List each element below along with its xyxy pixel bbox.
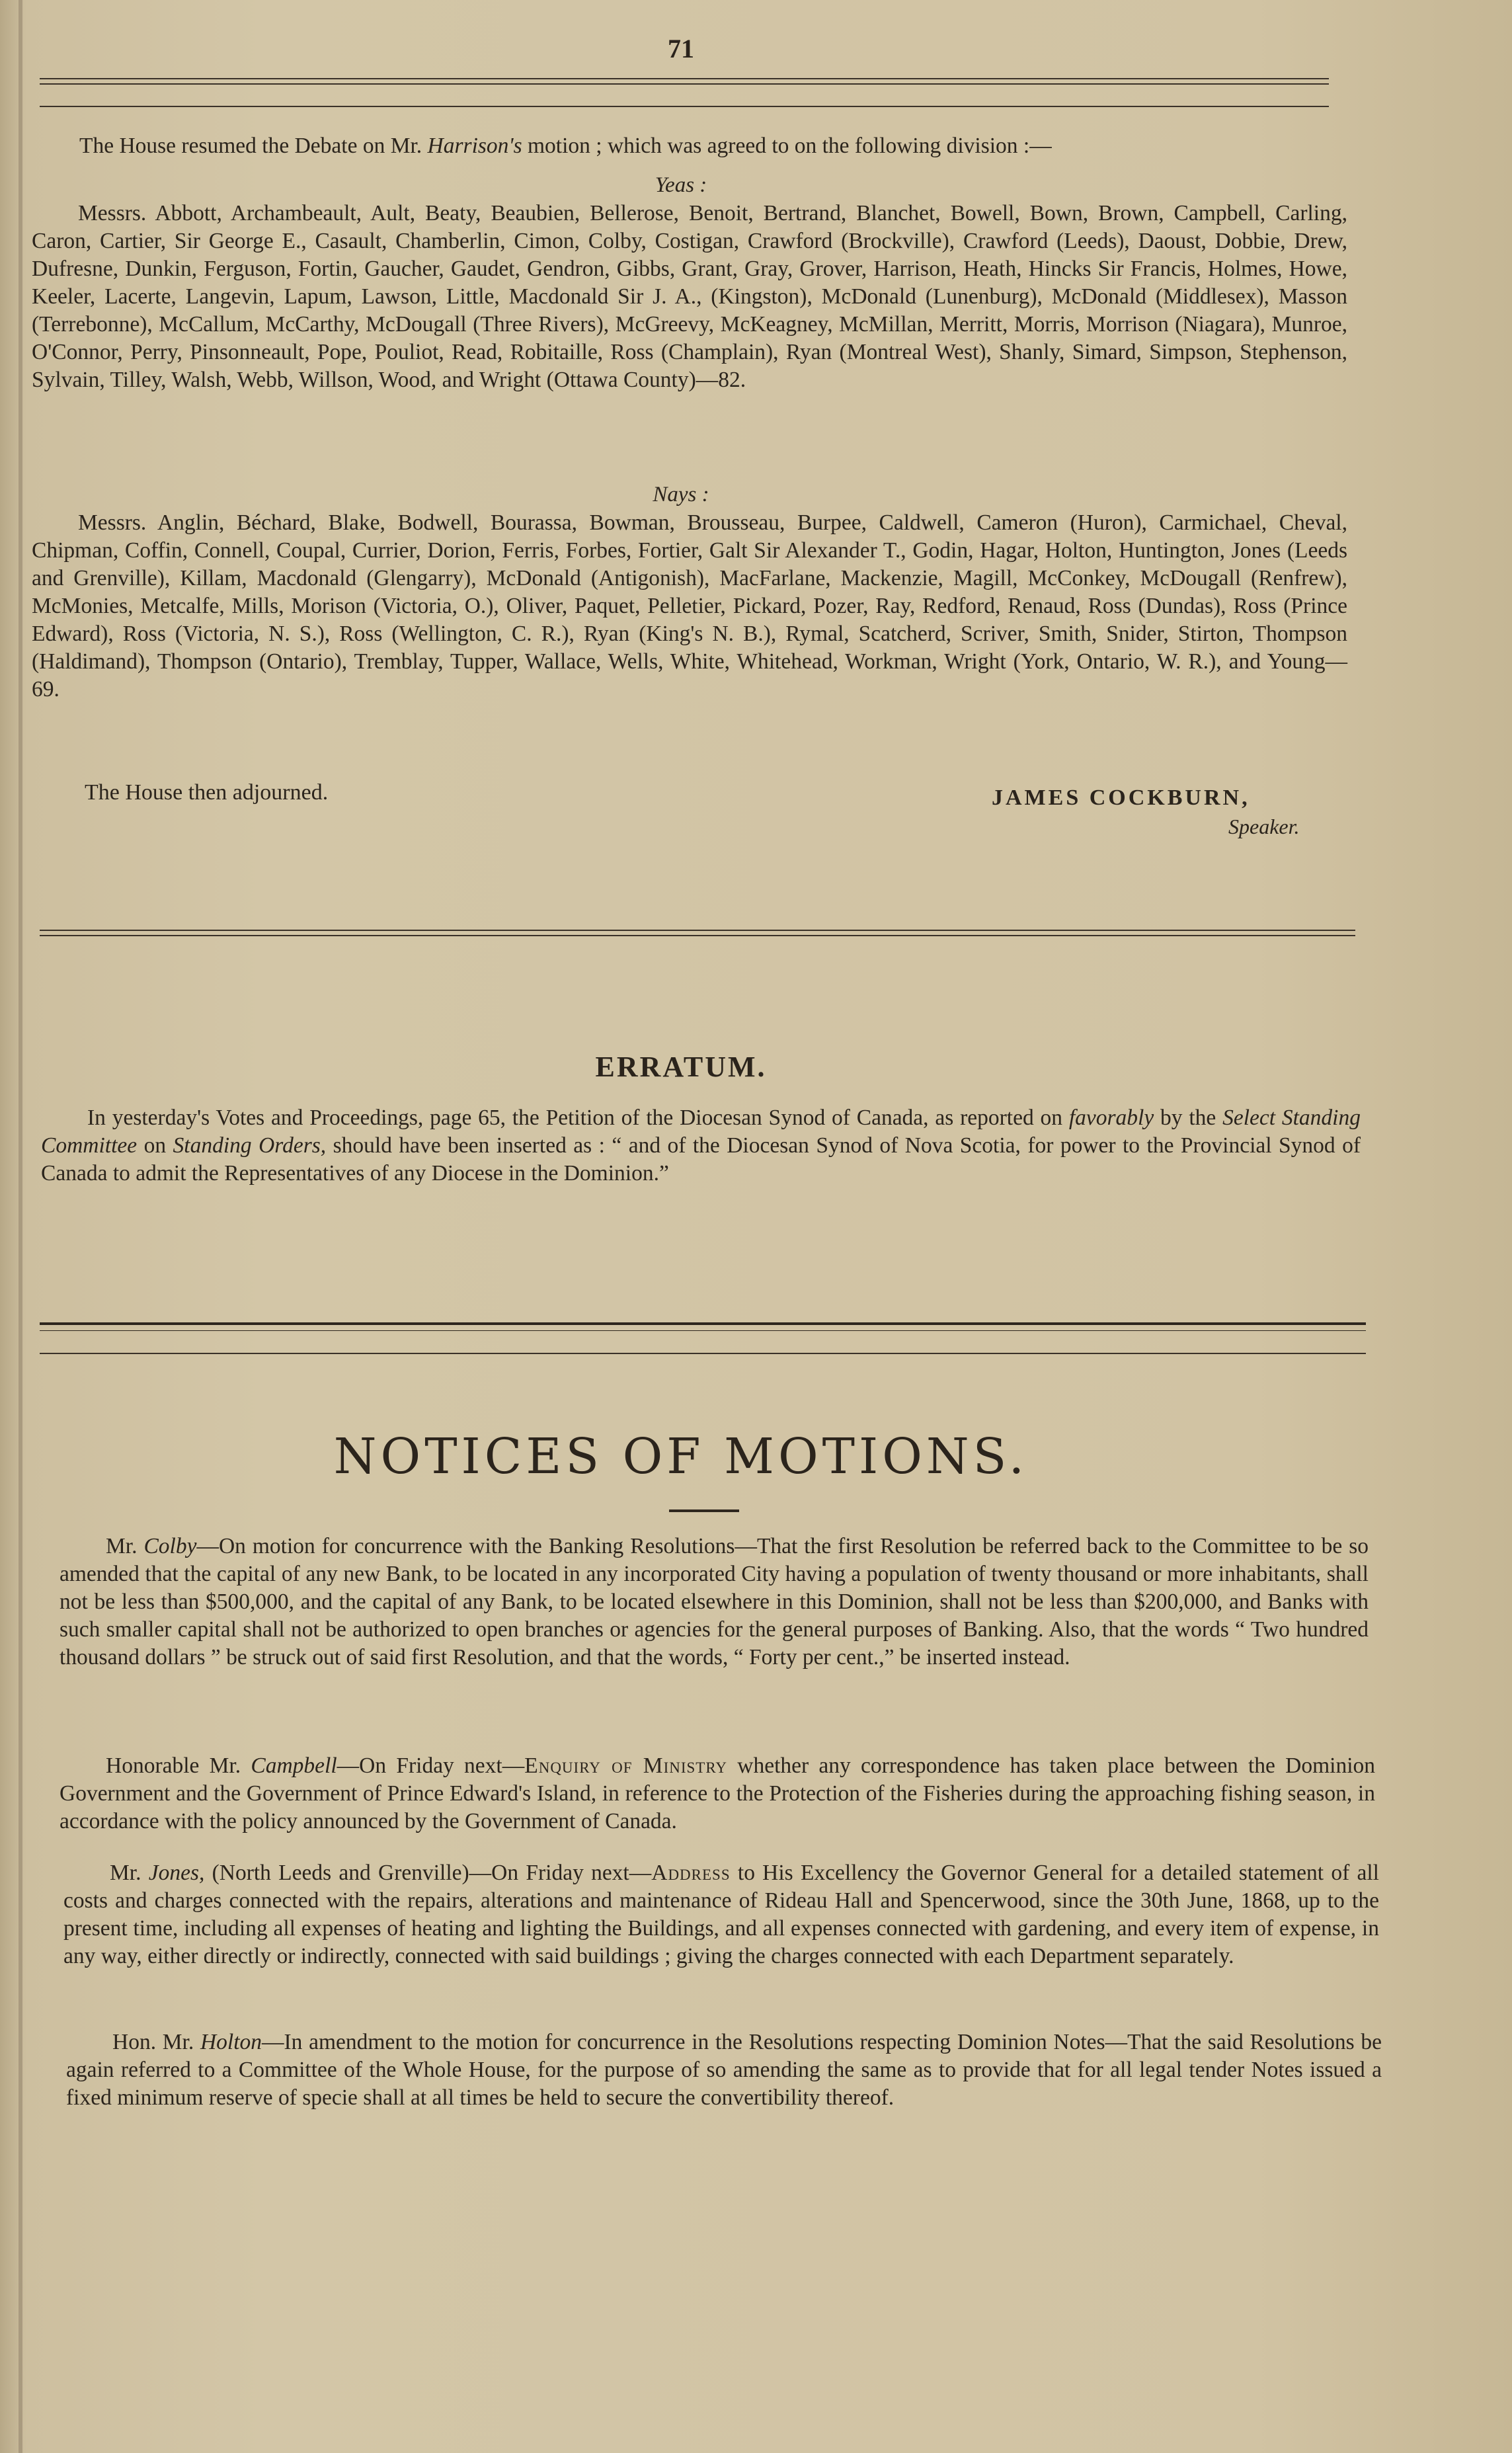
section-rule-notices (40, 1322, 1366, 1331)
top-rule-lower (40, 106, 1329, 108)
speaker-signature-name: JAMES COCKBURN, (992, 785, 1250, 810)
page-number: 71 (668, 34, 694, 63)
notices-heading-rule (669, 1509, 739, 1512)
erratum-heading: ERRATUM. (595, 1051, 767, 1083)
notices-heading: NOTICES OF MOTIONS. (333, 1428, 1029, 1485)
division-intro: The House resumed the Debate on Mr. Harrison's motion ; which was agreed to on the following division :— (79, 134, 1052, 158)
binding-gutter (19, 0, 22, 2453)
notice-colby: Mr. Colby—On motion for concurrence with the Banking Resolutions—That the first Resolution be referred back to the Committee to be so amended that the capital of any new Bank, to be located in any incorporated City having a population of twenty thousand or more inhabitants, shall not be less than $500,000, and the capital of any Bank, to be located elsewhere in this Dominion, shall not be less than $200,000, and Banks with such smaller capital shall not be authorized to open branches or agencies for the general purposes of Banking. Also, that the words “ Two hundred thousand dollars ” be struck out of said first Resolution, and that the words, “ Forty per cent.,” be inserted instead. (60, 1534, 1369, 1669)
yeas-label: Yeas : (655, 173, 707, 197)
section-rule-erratum (40, 930, 1355, 936)
speaker-signature-role: Speaker. (1228, 815, 1300, 838)
top-rule (40, 78, 1329, 85)
nays-list: Messrs. Anglin, Béchard, Blake, Bodwell, Bourassa, Bowman, Brousseau, Burpee, Caldwell, Cameron (Huron), Carmichael, Cheval, Chipman, Coffin, Connell, Coupal, Currier, Dorion, Ferris, Forbes, Fortier, Galt Sir Alexander T., Godin, Hagar, Holton, Huntington, Jones (Leeds and Grenville), Killam, Macdonald (Glengarry), McDonald (Antigonish), MacFarlane, Mackenzie, Magill, McConkey, McDougall (Renfrew), McMonies, Metcalfe, Mills, Morison (Victoria, O.), Oliver, Paquet, Pelletier, Pickard, Pozer, Ray, Redford, Renaud, Ross (Dundas), Ross (Prince Edward), Ross (Victoria, N. S.), Ross (Wellington, C. R.), Ryan (King's N. B.), Rymal, Scatcherd, Scriver, Smith, Snider, Stirton, Thompson (Haldimand), Thompson (Ontario), Tremblay, Tupper, Wallace, Wells, White, Whitehead, Workman, Wright (York, Ontario, W. R.), and Young—69. (32, 510, 1347, 702)
section-rule-notices-lower (40, 1353, 1366, 1355)
adjourned-note: The House then adjourned. (85, 780, 329, 805)
notice-holton: Hon. Mr. Holton—In amendment to the motion for concurrence in the Resolutions respecting Dominion Notes—That the said Resolutions be again referred to a Committee of the Whole House, for the purpose of so amending the same as to provide that for all legal tender Notes issued a fixed minimum reserve of specie shall at all times be held to secure the convertibility thereof. (66, 2030, 1382, 2110)
erratum-text: In yesterday's Votes and Proceedings, page 65, the Petition of the Diocesan Synod of Canada, as reported on favorably by the Select Standing Committee on Standing Orders, should have been inserted as : “ and of the Diocesan Synod of Nova Scotia, for power to the Provincial Synod of Canada to admit the Representatives of any Diocese in the Dominion.” (41, 1106, 1361, 1186)
notice-campbell: Honorable Mr. Campbell—On Friday next—Enquiry of Ministry whether any correspondence has taken place between the Dominion Government and the Government of Prince Edward's Island, in reference to the Protection of the Fisheries during the approaching fishing season, in accordance with the policy announced by the Government of Canada. (60, 1753, 1375, 1833)
yeas-list: Messrs. Abbott, Archambeault, Ault, Beaty, Beaubien, Bellerose, Benoit, Bertrand, Blanchet, Bowell, Bown, Brown, Campbell, Carling, Caron, Cartier, Sir George E., Casault, Chamberlin, Cimon, Colby, Costigan, Crawford (Brockville), Crawford (Leeds), Daoust, Dobbie, Drew, Dufresne, Dunkin, Ferguson, Fortin, Gaucher, Gaudet, Gendron, Gibbs, Grant, Gray, Grover, Harrison, Heath, Hincks Sir Francis, Holmes, Howe, Keeler, Lacerte, Langevin, Lapum, Lawson, Little, Macdonald Sir J. A., (Kingston), McDonald (Lunenburg), McDonald (Middlesex), Masson (Terrebonne), McCallum, McCarthy, McDougall (Three Rivers), McGreevy, McKeagney, McMillan, Merritt, Morris, Morrison (Niagara), Munroe, O'Connor, Perry, Pinsonneault, Pope, Pouliot, Read, Robitaille, Ross (Champlain), Ryan (Montreal West), Shanly, Simard, Simpson, Stephenson, Sylvain, Tilley, Walsh, Webb, Willson, Wood, and Wright (Ottawa County)—82. (32, 201, 1347, 392)
nays-label: Nays : (653, 483, 709, 506)
notice-jones: Mr. Jones, (North Leeds and Grenville)—On Friday next—Address to His Excellency the Governor General for a detailed statement of all costs and charges connected with the repairs, alterations and maintenance of Rideau Hall and Spencerwood, since the 30th June, 1868, up to the present time, including all expenses of heating and lighting the Buildings, and all expenses connected with gardening, and every item of expense, in any way, either directly or indirectly, connected with said buildings ; giving the charges connected with each Department separately. (63, 1861, 1379, 1968)
